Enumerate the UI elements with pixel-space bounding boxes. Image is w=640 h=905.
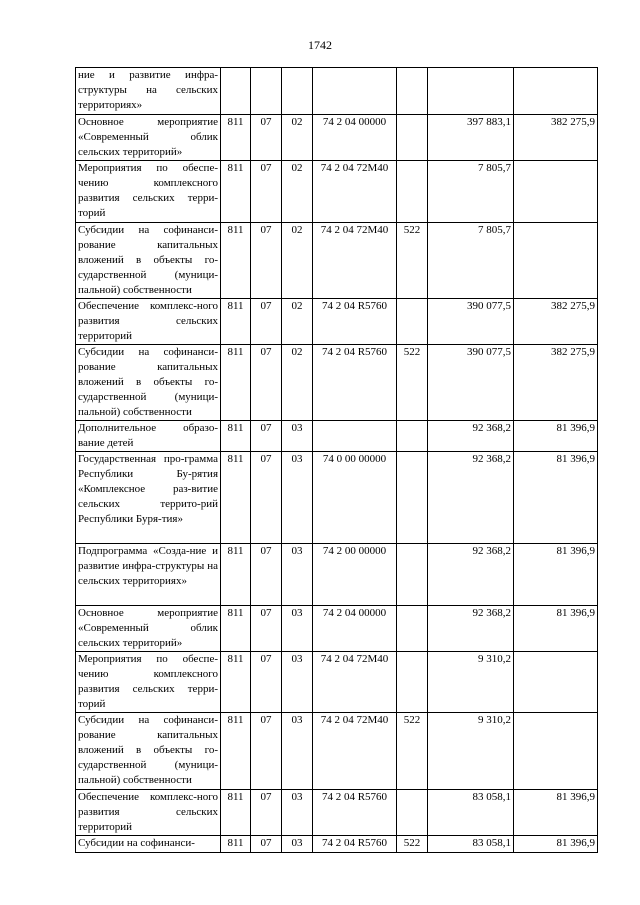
row-name: Основное мероприятие «Современный облик сельских территорий» [76, 115, 221, 161]
row-expense-type [397, 161, 428, 223]
table-row [76, 790, 598, 836]
row-subsection: 03 [282, 652, 313, 713]
row-target-article: 74 2 04 00000 [313, 606, 397, 652]
row-target-article: 74 2 04 72М40 [313, 161, 397, 223]
table-row [76, 345, 598, 421]
row-name: ние и развитие инфра-структуры на сельских территориях» [76, 68, 221, 115]
row-name: Государственная про-грамма Республики Бу-рятия «Комплексное раз-витие сельских террито-рий Республики Буря-тия» [76, 452, 221, 544]
row-target-article: 74 2 04 72М40 [313, 713, 397, 790]
table-row [76, 421, 598, 452]
row-sum-1: 9 310,2 [428, 713, 514, 790]
table-row [76, 68, 598, 115]
row-section: 07 [251, 790, 282, 836]
row-admin-code: 811 [221, 652, 251, 713]
row-expense-type [397, 115, 428, 161]
row-section: 07 [251, 299, 282, 345]
row-subsection: 02 [282, 299, 313, 345]
row-sum-1 [428, 68, 514, 115]
row-admin-code: 811 [221, 544, 251, 606]
row-sum-2: 382 275,9 [514, 299, 598, 345]
row-section: 07 [251, 836, 282, 853]
row-expense-type [397, 606, 428, 652]
row-sum-2: 81 396,9 [514, 790, 598, 836]
row-name: Субсидии на софинанси-рование капитальных вложений в объекты го-сударственной (муници-пальной) собственности [76, 713, 221, 790]
table-row [76, 223, 598, 299]
row-sum-2: 382 275,9 [514, 345, 598, 421]
row-section: 07 [251, 115, 282, 161]
row-sum-1: 9 310,2 [428, 652, 514, 713]
row-target-article: 74 2 04 R5760 [313, 299, 397, 345]
row-subsection [282, 68, 313, 115]
table-row [76, 713, 598, 790]
row-admin-code: 811 [221, 836, 251, 853]
row-admin-code: 811 [221, 299, 251, 345]
row-sum-2: 81 396,9 [514, 421, 598, 452]
row-sum-2: 81 396,9 [514, 544, 598, 606]
row-admin-code: 811 [221, 421, 251, 452]
table-row [76, 652, 598, 713]
row-target-article: 74 2 04 72М40 [313, 223, 397, 299]
row-admin-code: 811 [221, 790, 251, 836]
row-name: Основное мероприятие «Современный облик сельских территорий» [76, 606, 221, 652]
row-expense-type: 522 [397, 836, 428, 853]
table-row [76, 161, 598, 223]
row-expense-type [397, 544, 428, 606]
row-section: 07 [251, 421, 282, 452]
table-row [76, 544, 598, 606]
row-expense-type: 522 [397, 345, 428, 421]
row-sum-1: 92 368,2 [428, 452, 514, 544]
row-sum-2 [514, 161, 598, 223]
row-target-article: 74 0 00 00000 [313, 452, 397, 544]
row-name: Подпрограмма «Созда-ние и развитие инфра-структуры на сельских территориях» [76, 544, 221, 606]
row-target-article: 74 2 04 R5760 [313, 836, 397, 853]
row-sum-2 [514, 68, 598, 115]
row-name: Мероприятия по обеспе-чению комплексного развития сельских терри-торий [76, 161, 221, 223]
row-admin-code: 811 [221, 161, 251, 223]
row-expense-type: 522 [397, 713, 428, 790]
row-subsection: 03 [282, 836, 313, 853]
row-sum-1: 92 368,2 [428, 421, 514, 452]
row-section [251, 68, 282, 115]
row-target-article: 74 2 04 R5760 [313, 345, 397, 421]
row-target-article: 74 2 04 00000 [313, 115, 397, 161]
table-row [76, 452, 598, 544]
table-row [76, 299, 598, 345]
row-expense-type [397, 652, 428, 713]
table-row [76, 115, 598, 161]
row-admin-code: 811 [221, 713, 251, 790]
row-sum-1: 7 805,7 [428, 223, 514, 299]
row-sum-1: 390 077,5 [428, 345, 514, 421]
row-subsection: 03 [282, 790, 313, 836]
row-target-article: 74 2 04 R5760 [313, 790, 397, 836]
row-sum-1: 83 058,1 [428, 836, 514, 853]
row-name: Обеспечение комплекс-ного развития сельских территорий [76, 790, 221, 836]
table-row [76, 836, 598, 853]
row-name: Обеспечение комплекс-ного развития сельских территорий [76, 299, 221, 345]
row-name: Субсидии на софинанси-рование капитальных вложений в объекты го-сударственной (муници-пальной) собственности [76, 223, 221, 299]
row-admin-code [221, 68, 251, 115]
row-target-article: 74 2 00 00000 [313, 544, 397, 606]
row-expense-type [397, 790, 428, 836]
table-row [76, 606, 598, 652]
row-subsection: 03 [282, 544, 313, 606]
row-sum-1: 92 368,2 [428, 606, 514, 652]
row-expense-type [397, 68, 428, 115]
row-admin-code: 811 [221, 223, 251, 299]
row-sum-2 [514, 223, 598, 299]
row-sum-2: 81 396,9 [514, 452, 598, 544]
row-expense-type [397, 299, 428, 345]
row-sum-1: 92 368,2 [428, 544, 514, 606]
row-section: 07 [251, 713, 282, 790]
row-expense-type [397, 421, 428, 452]
row-expense-type: 522 [397, 223, 428, 299]
row-subsection: 03 [282, 421, 313, 452]
row-subsection: 03 [282, 713, 313, 790]
row-section: 07 [251, 544, 282, 606]
row-sum-1: 7 805,7 [428, 161, 514, 223]
row-section: 07 [251, 606, 282, 652]
row-section: 07 [251, 345, 282, 421]
row-admin-code: 811 [221, 345, 251, 421]
page-number: 1742 [308, 38, 332, 52]
row-section: 07 [251, 452, 282, 544]
row-admin-code: 811 [221, 115, 251, 161]
row-sum-2 [514, 713, 598, 790]
row-name: Мероприятия по обеспе-чению комплексного развития сельских терри-торий [76, 652, 221, 713]
row-sum-2: 382 275,9 [514, 115, 598, 161]
row-subsection: 02 [282, 345, 313, 421]
row-name: Субсидии на софинанси-рование капитальных вложений в объекты го-сударственной (муници-пальной) собственности [76, 345, 221, 421]
row-subsection: 02 [282, 223, 313, 299]
row-admin-code: 811 [221, 452, 251, 544]
row-admin-code: 811 [221, 606, 251, 652]
row-section: 07 [251, 652, 282, 713]
row-expense-type [397, 452, 428, 544]
row-subsection: 03 [282, 452, 313, 544]
row-sum-1: 83 058,1 [428, 790, 514, 836]
row-name: Дополнительное образо-вание детей [76, 421, 221, 452]
row-target-article [313, 421, 397, 452]
row-sum-1: 397 883,1 [428, 115, 514, 161]
row-target-article: 74 2 04 72М40 [313, 652, 397, 713]
row-subsection: 03 [282, 606, 313, 652]
row-section: 07 [251, 223, 282, 299]
row-name: Субсидии на софинанси- [76, 836, 221, 853]
row-sum-2: 81 396,9 [514, 836, 598, 853]
row-subsection: 02 [282, 115, 313, 161]
row-sum-1: 390 077,5 [428, 299, 514, 345]
row-sum-2: 81 396,9 [514, 606, 598, 652]
row-subsection: 02 [282, 161, 313, 223]
row-target-article [313, 68, 397, 115]
row-section: 07 [251, 161, 282, 223]
row-sum-2 [514, 652, 598, 713]
budget-table [75, 67, 598, 853]
